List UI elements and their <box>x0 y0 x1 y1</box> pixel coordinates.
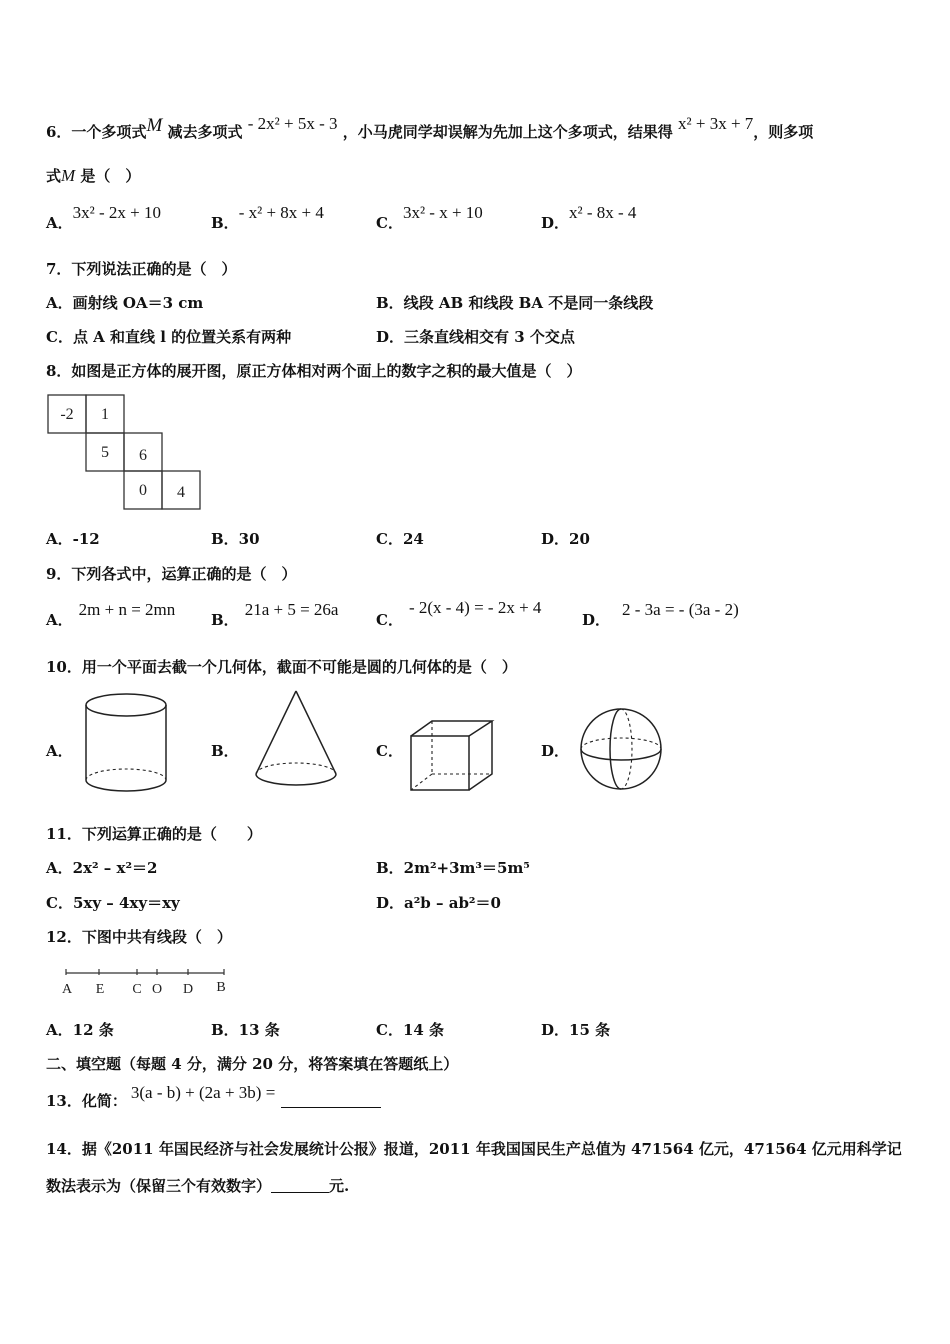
q14-unit: 元. <box>329 1177 350 1195</box>
q14-line1: 14．据《2011 年国民经济与社会发展统计公报》报道，2011 年我国国民生产总值为 471564 亿元，471564 亿元用科学记 <box>46 1140 902 1158</box>
option-label: B． <box>211 611 239 629</box>
q7-option-d[interactable]: D．三条直线相交有 3 个交点 <box>376 328 575 346</box>
option-expr: 2m + n = 2mn <box>78 600 176 619</box>
q9-option-d[interactable] <box>582 600 739 630</box>
option-label: A． <box>46 214 73 232</box>
q6-text-6: 是（ ） <box>80 167 141 185</box>
option-expr: 21a + 5 = 26a <box>244 600 339 619</box>
sphere-figure[interactable] <box>577 705 667 795</box>
point-label: D <box>182 982 194 997</box>
q6-line2 <box>46 165 140 186</box>
cylinder-figure[interactable] <box>78 690 178 796</box>
q6-text-3: ，小马虎同学却误解为先加上这个多项式，结果得 <box>342 123 673 141</box>
q10-label-b[interactable]: B． <box>211 742 239 760</box>
q9-option-c[interactable] <box>376 598 542 630</box>
q13-line <box>46 1083 381 1111</box>
q12-stem: 12．下图中共有线段（ ） <box>46 928 232 946</box>
q6-text-4: ，则多项 <box>753 123 814 141</box>
q6-text-1: 6．一个多项式 <box>46 123 147 141</box>
option-expr: x² - 8x - 4 <box>569 203 637 222</box>
option-expr: - 2(x - 4) = - 2x + 4 <box>408 598 542 617</box>
option-expr: - x² + 8x + 4 <box>238 203 324 222</box>
segment-figure <box>58 963 238 1003</box>
net-number: 0 <box>139 482 147 499</box>
q6-line1 <box>46 114 813 142</box>
q6-option-b[interactable] <box>211 203 324 233</box>
q6-expr-result: x² + 3x + 7 <box>678 114 754 133</box>
q11-option-d[interactable]: D．a²b – ab²＝0 <box>376 894 501 912</box>
q11-option-b[interactable]: B．2m²+3m³＝5m⁵ <box>376 859 530 877</box>
q12-option-b[interactable]: B．13 条 <box>211 1021 280 1039</box>
q9-option-a[interactable] <box>46 600 176 630</box>
point-label: O <box>151 982 163 997</box>
net-number: 5 <box>101 444 109 461</box>
q6-option-a[interactable] <box>46 203 161 233</box>
q10-stem: 10．用一个平面去截一个几何体，截面不可能是圆的几何体的是（ ） <box>46 658 517 676</box>
q6-option-c[interactable] <box>376 203 483 233</box>
q8-option-c[interactable]: C．24 <box>376 530 424 548</box>
q6-option-d[interactable] <box>541 203 637 233</box>
net-number: 4 <box>177 484 185 501</box>
section-title: 二、填空题（每题 4 分，满分 20 分，将答案填在答题纸上） <box>46 1055 459 1073</box>
answer-blank[interactable] <box>271 1178 329 1193</box>
q10-label-d[interactable]: D． <box>541 742 570 760</box>
q6-var-m-2: M <box>61 166 76 185</box>
net-number: -2 <box>60 406 74 423</box>
q13-expr: 3(a - b) + (2a + 3b) = <box>130 1083 276 1102</box>
net-number: 6 <box>139 447 147 464</box>
net-number: 1 <box>101 406 109 423</box>
q8-stem: 8．如图是正方体的展开图，原正方体相对两个面上的数字之积的最大值是（ ） <box>46 362 582 380</box>
option-label: A． <box>46 611 73 629</box>
q6-expr-subtracted: - 2x² + 5x - 3 <box>247 114 338 133</box>
q9-option-b[interactable] <box>211 600 339 630</box>
q12-option-a[interactable]: A．12 条 <box>46 1021 114 1039</box>
q11-stem: 11．下列运算正确的是（ ） <box>46 825 262 843</box>
q12-option-d[interactable]: D．15 条 <box>541 1021 611 1039</box>
option-label: C． <box>376 214 403 232</box>
q14-line2 <box>46 1175 349 1196</box>
option-expr: 3x² - 2x + 10 <box>72 203 161 222</box>
option-label: C． <box>376 611 403 629</box>
q7-option-c[interactable]: C．点 A 和直线 l 的位置关系有两种 <box>46 328 292 346</box>
q7-option-a[interactable]: A．画射线 OA＝3 cm <box>46 294 204 312</box>
point-label: E <box>95 982 105 997</box>
q11-option-c[interactable]: C．5xy – 4xy＝xy <box>46 894 180 912</box>
q12-option-c[interactable]: C．14 条 <box>376 1021 445 1039</box>
point-label: A <box>61 982 73 997</box>
q8-option-a[interactable]: A．-12 <box>46 530 100 548</box>
q9-stem: 9．下列各式中，运算正确的是（ ） <box>46 565 297 583</box>
point-label: C <box>132 982 142 997</box>
option-label: D． <box>582 611 611 629</box>
cube-figure[interactable] <box>406 718 498 794</box>
cone-figure[interactable] <box>248 688 348 796</box>
option-expr: 3x² - x + 10 <box>402 203 483 222</box>
q6-text-2: 减去多项式 <box>167 123 243 141</box>
option-expr: 2 - 3a = - (3a - 2) <box>622 600 739 619</box>
q8-option-d[interactable]: D．20 <box>541 530 590 548</box>
option-label: B． <box>211 214 239 232</box>
q10-label-c[interactable]: C． <box>376 742 403 760</box>
q6-var-m: M <box>146 115 163 136</box>
answer-blank[interactable] <box>281 1093 381 1108</box>
q13-stem: 13．化简： <box>46 1092 127 1110</box>
cube-net-figure <box>46 393 206 513</box>
q14-text: 数法表示为（保留三个有效数字） <box>46 1177 272 1195</box>
q7-stem: 7．下列说法正确的是（ ） <box>46 260 237 278</box>
q8-option-b[interactable]: B．30 <box>211 530 260 548</box>
option-label: D． <box>541 214 570 232</box>
q6-text-5: 式 <box>46 167 62 185</box>
point-label: B <box>216 980 226 995</box>
q10-label-a[interactable]: A． <box>46 742 73 760</box>
q7-option-b[interactable]: B．线段 AB 和线段 BA 不是同一条线段 <box>376 294 654 312</box>
q11-option-a[interactable]: A．2x² – x²＝2 <box>46 859 158 877</box>
